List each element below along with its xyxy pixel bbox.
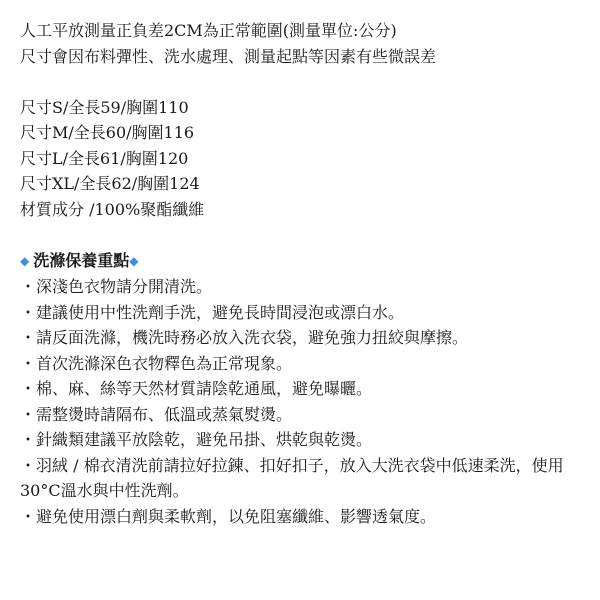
spacer [20, 69, 585, 95]
care-item: ・首次洗滌深色衣物釋色為正常現象。 [20, 353, 293, 373]
care-item: ・需整燙時請隔布、低溫或蒸氣熨燙。 [20, 404, 293, 424]
product-info-document [20, 18, 585, 529]
care-item: ・深淺色衣物請分開清洗。 [20, 277, 213, 296]
measurement-note: 人工平放測量正負差2CM為正常範圍(測量單位:公分) [20, 21, 397, 40]
size-spec-m: 尺寸M/全長60/胸圍116 [20, 123, 195, 142]
size-spec-l: 尺寸L/全長61/胸圍120 [20, 148, 189, 168]
diamond-icon: ◆ [20, 253, 30, 268]
spacer [20, 222, 585, 248]
care-item: ・避免使用漂白劑與柔軟劑，以免阻塞纖維、影響透氣度。 [20, 506, 437, 526]
care-item: ・針織類建議平放陰乾，避免吊掛、烘乾與乾燙。 [20, 430, 373, 449]
care-item: ・棉、麻、絲等天然材質請陰乾通風，避免曝曬。 [20, 379, 373, 398]
care-item: ・建議使用中性洗劑手洗，避免長時間浸泡或漂白水。 [20, 302, 405, 322]
measurement-disclaimer: 尺寸會因布料彈性、洗水處理、測量起點等因素有些微誤差 [20, 46, 437, 66]
size-spec-xl: 尺寸XL/全長62/胸圍124 [20, 174, 200, 193]
care-heading: 洗滌保養重點 [33, 250, 130, 270]
care-item: ・請反面洗滌，機洗時務必放入洗衣袋，避免強力扭絞與摩擦。 [20, 328, 469, 347]
diamond-icon: ◆ [129, 253, 139, 268]
material-composition: 材質成分 /100%聚酯纖維 [20, 199, 205, 219]
care-heading-row [20, 248, 585, 275]
size-spec-s: 尺寸S/全長59/胸圍110 [20, 97, 189, 117]
care-item: ・羽絨 / 棉衣清洗前請拉好拉鍊、扣好扣子，放入大洗衣袋中低速柔洗，使用30°C溫水與中性洗劑。 [20, 455, 564, 500]
